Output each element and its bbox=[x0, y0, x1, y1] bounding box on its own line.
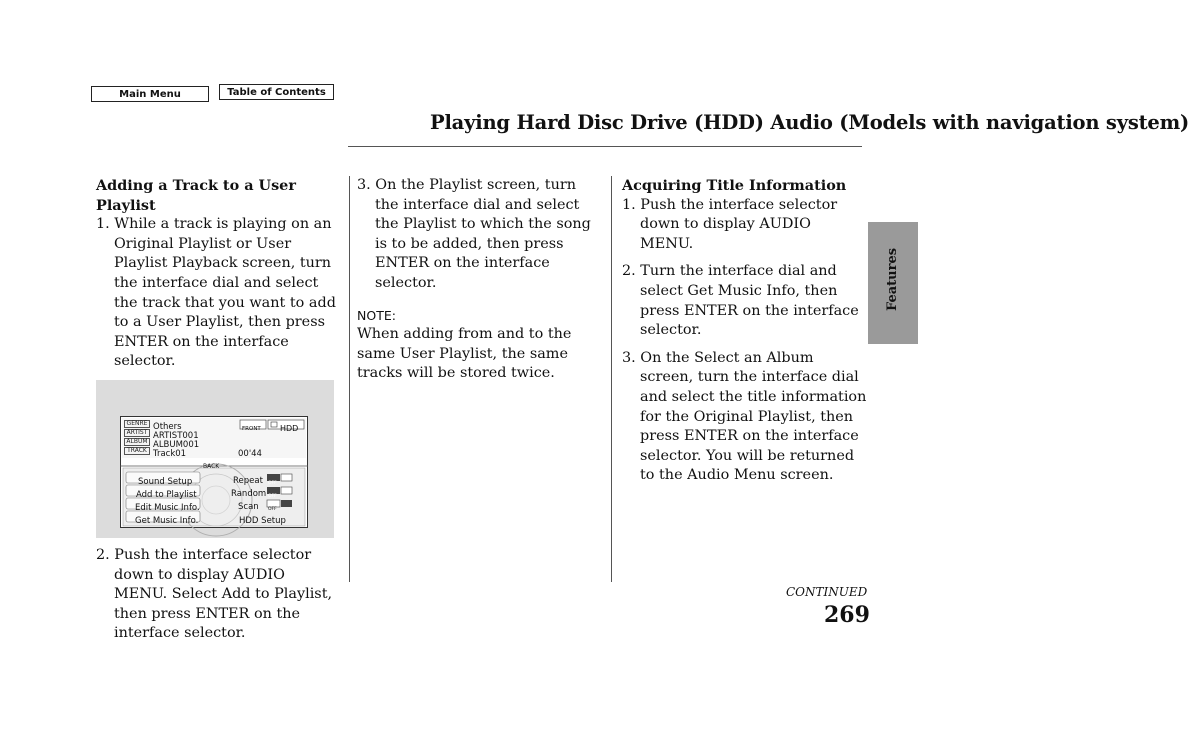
track-label-tag: TRACK bbox=[124, 447, 150, 455]
menu-scan[interactable]: Scan bbox=[238, 501, 259, 512]
table-of-contents-button[interactable]: Table of Contents bbox=[219, 84, 334, 100]
menu-repeat[interactable]: Repeat bbox=[233, 475, 263, 486]
artist-value: ARTIST001 bbox=[153, 430, 199, 441]
note-text: When adding from and to the same User Playlist, the same tracks will be stored twice. bbox=[357, 326, 572, 382]
track-value: Track01 bbox=[153, 448, 187, 459]
title-step-2: 2. Turn the interface dial and select Get Music Info, then press ENTER on the interface selector. bbox=[622, 263, 859, 339]
source-indicator: HDD bbox=[280, 423, 299, 433]
column-divider-1 bbox=[349, 176, 350, 582]
column-2 bbox=[357, 176, 603, 384]
menu-edit-music-info[interactable]: Edit Music Info. bbox=[135, 502, 200, 513]
menu-get-music-info[interactable]: Get Music Info. bbox=[135, 515, 199, 526]
page-number: 269 bbox=[824, 602, 870, 628]
main-menu-button[interactable]: Main Menu bbox=[91, 86, 209, 102]
title-step-3: 3. On the Select an Album screen, turn the interface dial and select the title information for the Original Playlist, then press ENTER on the interface selector. You will be returned to the Audio Menu screen. bbox=[622, 349, 867, 484]
menu-sound-setup[interactable]: Sound Setup bbox=[138, 476, 193, 487]
audio-screen bbox=[120, 416, 308, 528]
album-value: ALBUM001 bbox=[153, 439, 200, 450]
genre-label-tag: GENRE bbox=[124, 420, 150, 428]
continued-label: CONTINUED bbox=[786, 585, 868, 599]
section-heading-title-info: Acquiring Title Information bbox=[622, 177, 847, 194]
scan-off-badge: OFF bbox=[268, 506, 277, 512]
repeat-off-badge: OFF bbox=[268, 480, 277, 486]
artist-label-tag: ARTIST bbox=[124, 429, 150, 437]
title-step-1: 1. Push the interface selector down to display AUDIO MENU. bbox=[622, 196, 838, 252]
back-button[interactable]: BACK bbox=[203, 462, 220, 470]
menu-hdd-setup[interactable]: HDD Setup bbox=[239, 515, 286, 526]
note-label: NOTE: bbox=[357, 307, 396, 323]
genre-value: Others bbox=[153, 421, 182, 432]
menu-random[interactable]: Random bbox=[231, 488, 267, 499]
front-indicator: FRONT bbox=[242, 425, 261, 432]
step-2: 2. Push the interface selector down to display AUDIO MENU. Select Add to Playlist, then press ENTER on the interface selector. bbox=[96, 546, 333, 642]
step-3: 3. On the Playlist screen, turn the interface dial and select the Playlist to which the song is to be added, then press ENTER on the interface selector. bbox=[357, 177, 591, 291]
album-label-tag: ALBUM bbox=[124, 438, 150, 446]
menu-add-to-playlist[interactable]: Add to Playlist bbox=[136, 489, 197, 500]
column-1 bbox=[96, 176, 342, 652]
step-1: 1. While a track is playing on an Original Playlist or User Playlist Playback screen, turn the interface dial and select the track that you want to add to a User Playlist, then press ENTER on the interface selector. bbox=[96, 216, 336, 370]
page-title: Playing Hard Disc Drive (HDD) Audio (Models with navigation system) bbox=[430, 111, 1189, 134]
column-3 bbox=[622, 176, 868, 494]
random-off-badge: OFF bbox=[268, 493, 277, 499]
header-rule bbox=[348, 146, 862, 147]
track-time: 00'44 bbox=[238, 448, 262, 459]
section-heading-add-track: Adding a Track to a User Playlist bbox=[96, 177, 296, 214]
audio-screen-figure bbox=[96, 380, 334, 538]
section-tab-label: Features bbox=[885, 247, 901, 311]
section-tab-label-wrap bbox=[868, 224, 918, 334]
column-divider-2 bbox=[611, 176, 612, 582]
